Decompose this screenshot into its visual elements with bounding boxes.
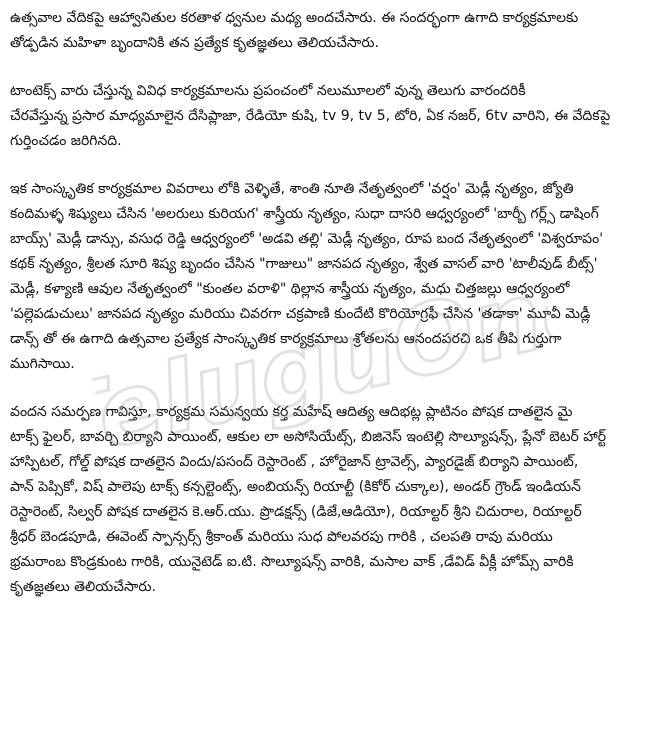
paragraph-gap	[10, 56, 650, 79]
text-line: ఉత్సవాల వేదికపై ఆహ్వానితుల కరతాళ ధ్వనుల మధ్య అందచేసారు. ఈ సందర్భంగా ఉగాది కార్యక్రమాలకు	[10, 10, 579, 26]
paragraph-1	[10, 6, 650, 56]
watermark-text: TeluguOne	[82, 245, 568, 483]
text-line: టాక్స్ ఫైలర్, బావర్చి బిర్యాని పాయింట్, ఆకుల లా అసోసియేట్స్, బిజినెస్ ఇంటెల్లి సొల్యూషన్స్, ప్లేనో బెటర్ హార్ట్	[10, 429, 607, 445]
text-line: రెస్టారెంట్, సిల్వర్ పోషక దాతలైన కె.ఆర్.యు. ప్రొడక్షన్స్ (డిజే,ఆడియో), రియాల్టర్ శ్రీని చిదురాల, రియాల్టర్	[10, 504, 582, 520]
text-line: శ్రీధర్ బెండపూడి, ఈవెంట్ స్పాన్సర్స్ శ్రీకాంత్ మరియు సుధ పోలవరపు గారికి , చలపతి రావు మరియు	[10, 529, 553, 545]
text-line: హాస్పిటల్, గోల్డ్ పోషక దాతలైన విందు/పసంద్ రెస్టారెంట్ , హోరైజాన్ ట్రావెల్స్, ప్యారడైజ్ బిర్యాని పాయింట్,	[10, 454, 579, 470]
text-line: తోడ్పడిన మహిళా బృందానికి తన ప్రత్యేక కృతజ్ఞతలు తెలియచేసారు.	[10, 35, 379, 51]
text-line: ఇక సాంస్కృతిక కార్యక్రమాల వివరాలు లోకి వెళ్ళితే, శాంతి నూతి నేతృత్వంలో 'వర్షం' మెడ్లీ నృత్యం, జ్యోతి	[10, 181, 574, 197]
text-line: డాన్స్ తో ఈ ఉగాది ఉత్సవాల ప్రత్యేక సాంస్కృతిక కార్యక్రమాలు శ్రోతలను ఆనందపరచి ఒక తీపి గుర్తుగా	[10, 331, 562, 347]
text-line: మెడ్లీ, కళ్యాణి ఆవుల నేతృత్వంలో "కుంతల వరాళి" థిల్లాన శాస్త్రీయ నృత్యం, మధు చిత్తజల్లు ఆధ్వర్యంలో	[10, 281, 570, 297]
paragraph-gap	[10, 377, 650, 400]
text-line: టాంటెక్స్ వారు చేస్తున్న వివిధ కార్యక్రమాలను ప్రపంచంలో నలుమూలలో వున్న తెలుగు వారందరికీ	[10, 83, 526, 99]
text-line: చేరవేస్తున్న ప్రసార మాధ్యమాలైన దేసిప్లాజా, రేడియో కుషి, tv 9, tv 5, టోరి, ఏక నజర్, 6tv వారిని, ఈ వేదికపై	[10, 108, 611, 124]
text-line: కందిమళ్ళ శిష్యులు చేసిన 'అలరులు కురియగ' శాస్త్రీయ నృత్యం, సుధా దాసరి ఆధ్వర్యంలో 'బార్బీ గర్ల్స్ డాషింగ్	[10, 206, 599, 222]
text-line: బాయ్స్' మెడ్లీ డాన్సు, వసుధ రెడ్డి ఆధ్వర్యంలో 'అడవి తల్లి' మెడ్లీ నృత్యం, రూప బంద నేతృత్వంలో 'విశ్వరూపం'	[10, 231, 604, 247]
paragraph-gap	[10, 154, 650, 177]
text-line: కథక్ నృత్యం, శ్రీలత సూరి శిష్య బృందం చేసిన "గాజులు" జానపద నృత్యం, శ్వేత వాసల్ వారి 'టాలీవుడ్ బీట్స్'	[10, 256, 598, 272]
text-line: వందన సమర్పణ గావిస్తూ, కార్యక్రమ సమన్వయ కర్త మహేష్ ఆదిత్య ఆదిభట్ల ప్లాటినం పోషక దాతలైన మై	[10, 404, 573, 420]
paragraph-3	[10, 177, 650, 377]
paragraph-2	[10, 79, 650, 154]
paragraph-4	[10, 400, 650, 600]
text-line: ముగిసాయి.	[10, 356, 75, 372]
text-line: 'పల్లెపడుచులు' జానపద నృత్యం మరియు చివరగా చక్రపాణి కుందేటి కొరియోగ్రఫీ చేసిన 'తడాకా' మూవీ మెడ్లీ	[10, 306, 591, 322]
text-line: కృతజ్ఞతలు తెలియచేసారు.	[10, 579, 156, 595]
text-line: గుర్తించడం జరిగినది.	[10, 133, 122, 149]
text-line: భ్రమరాంబ కొండ్రకుంట గారికి, యునైటెడ్ ఐ.టి. సొల్యూషన్స్ వారికి, మసాల వాక్ ,డేవిడ్ వీక్లీ హోమ్స్ వారికి	[10, 554, 574, 570]
text-line: పాన్ పెప్సికో, విష్ పాలెపు టాక్స్ కన్సల్టెంట్స్, అంబియన్స్ రియాల్టీ (కికోర్ చుక్కాల), అండర్ గ్రౌండ్ ఇండియన్	[10, 479, 581, 495]
